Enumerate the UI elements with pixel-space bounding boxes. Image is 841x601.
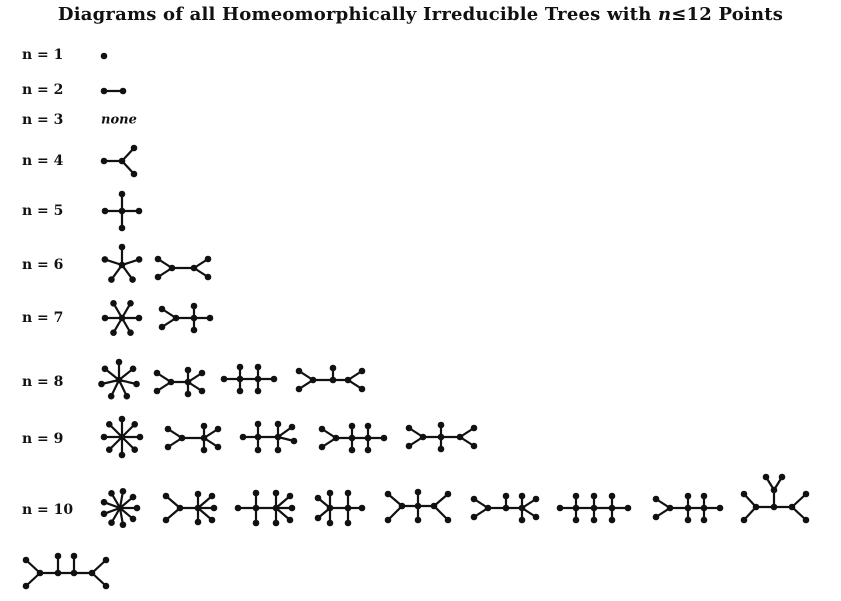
tree-n10-vertex xyxy=(108,519,115,526)
tree-n10b-vertex xyxy=(163,493,170,500)
tree-n5-vertex xyxy=(136,208,143,215)
tree-n10i-vertex xyxy=(789,504,796,511)
tree-n8c-vertex xyxy=(237,388,244,395)
tree-n10c-vertex xyxy=(253,520,260,527)
tree-n10-vertex xyxy=(120,521,127,528)
tree-n10-vertex xyxy=(130,494,137,501)
row-label-n6: n = 6 xyxy=(22,257,64,273)
tree-n10g-vertex xyxy=(609,517,616,524)
tree-n7-vertex xyxy=(119,315,126,322)
tree-n10i-vertex xyxy=(803,491,810,498)
tree-n9c-vertex xyxy=(275,447,282,454)
tree-n10c-vertex xyxy=(253,505,260,512)
tree-n10i-vertex xyxy=(771,487,778,494)
tree-n8c-vertex xyxy=(255,376,262,383)
tree-n10j-vertex xyxy=(89,570,96,577)
tree-n10g-vertex xyxy=(591,517,598,524)
tree-n9-vertex xyxy=(119,452,126,459)
tree-n9e-vertex xyxy=(457,434,464,441)
tree-n10e-vertex xyxy=(399,503,406,510)
tree-n10b-vertex xyxy=(163,517,170,524)
tree-n8b-vertex xyxy=(185,391,192,398)
row-label-n1: n = 1 xyxy=(22,47,64,63)
tree-n10b-vertex xyxy=(177,505,184,512)
tree-n8d-vertex xyxy=(310,377,317,384)
tree-n10g-vertex xyxy=(609,505,616,512)
tree-n10i-vertex xyxy=(763,474,770,481)
tree-n8-vertex xyxy=(130,365,137,372)
tree-n10e-vertex xyxy=(445,517,452,524)
tree-n9e-vertex xyxy=(438,446,445,453)
tree-n9e-vertex xyxy=(420,434,427,441)
tree-n8c-vertex xyxy=(237,364,244,371)
tree-n6-vertex xyxy=(119,262,126,269)
tree-n9b-vertex xyxy=(179,435,186,442)
tree-n9d-vertex xyxy=(319,426,326,433)
tree-n6b-vertex xyxy=(205,274,212,281)
tree-n10h-vertex xyxy=(653,496,660,503)
tree-n10d-vertex xyxy=(327,490,334,497)
tree-n10h-vertex xyxy=(667,505,674,512)
tree-n7b-vertex xyxy=(191,303,198,310)
tree-n6b-vertex xyxy=(155,256,162,263)
tree-n9e-vertex xyxy=(438,422,445,429)
tree-n8b-vertex xyxy=(168,379,175,386)
tree-n10h-vertex xyxy=(701,505,708,512)
tree-n8b-vertex xyxy=(199,370,206,377)
tree-n10f-vertex xyxy=(485,505,492,512)
tree-n9-vertex xyxy=(119,416,126,423)
tree-n7b-vertex xyxy=(159,324,166,331)
tree-n10-vertex xyxy=(134,505,141,512)
tree-n10b-vertex xyxy=(195,491,202,498)
tree-n5-vertex xyxy=(119,191,126,198)
tree-n10g-vertex xyxy=(573,517,580,524)
tree-n10h-vertex xyxy=(685,493,692,500)
tree-n9c-vertex xyxy=(275,421,282,428)
tree-n7-vertex xyxy=(127,329,134,336)
tree-n9d-vertex xyxy=(349,423,356,430)
tree-n10j-vertex xyxy=(23,557,30,564)
tree-n10j-vertex xyxy=(71,570,78,577)
tree-n10c-vertex xyxy=(289,505,296,512)
tree-n10h-vertex xyxy=(685,505,692,512)
tree-n8d-vertex xyxy=(359,386,366,393)
tree-n10g-vertex xyxy=(591,505,598,512)
tree-n9d-vertex xyxy=(349,447,356,454)
tree-n5-vertex xyxy=(102,208,109,215)
row-label-n3: n = 3 xyxy=(22,112,64,128)
tree-n10b-vertex xyxy=(195,519,202,526)
tree-n10-vertex xyxy=(108,490,115,497)
tree-n10g-vertex xyxy=(573,493,580,500)
tree-n4-vertex xyxy=(119,158,126,165)
tree-n8b-vertex xyxy=(154,388,161,395)
tree-n10f-vertex xyxy=(503,505,510,512)
tree-n7-vertex xyxy=(110,329,117,336)
tree-n9b-vertex xyxy=(215,444,222,451)
tree-n9-vertex xyxy=(106,421,113,428)
tree-n8c-vertex xyxy=(271,376,278,383)
tree-n10i-vertex xyxy=(753,504,760,511)
tree-n9-vertex xyxy=(106,446,113,453)
tree-n6b-vertex xyxy=(191,265,198,272)
row-label-n10: n = 10 xyxy=(22,502,74,518)
tree-n10d-vertex xyxy=(359,505,366,512)
tree-n10j-vertex xyxy=(55,553,62,560)
tree-n8d-vertex xyxy=(296,368,303,375)
tree-n8d-vertex xyxy=(296,386,303,393)
tree-n9-vertex xyxy=(119,434,126,441)
tree-n10f-vertex xyxy=(533,496,540,503)
tree-n9b-vertex xyxy=(201,423,208,430)
tree-n9-vertex xyxy=(137,434,144,441)
tree-n10g-vertex xyxy=(609,493,616,500)
row-label-n2: n = 2 xyxy=(22,82,64,98)
tree-n10-vertex xyxy=(101,511,108,518)
tree-n10b-vertex xyxy=(209,493,216,500)
tree-n6b-vertex xyxy=(155,274,162,281)
tree-n9c-vertex xyxy=(291,438,298,445)
tree-n8b-vertex xyxy=(185,379,192,386)
tree-n7b-vertex xyxy=(173,315,180,322)
tree-n9c-vertex xyxy=(275,434,282,441)
tree-n10h-vertex xyxy=(685,517,692,524)
tree-n8c-vertex xyxy=(255,388,262,395)
tree-n2-vertex xyxy=(101,88,108,95)
tree-n8d-vertex xyxy=(359,368,366,375)
tree-n9d-vertex xyxy=(365,447,372,454)
tree-n10h-vertex xyxy=(701,517,708,524)
tree-n10e-vertex xyxy=(415,489,422,496)
tree-n10c-vertex xyxy=(235,505,242,512)
tree-n10i-vertex xyxy=(741,517,748,524)
tree-n10-vertex xyxy=(130,516,137,523)
tree-n9c-vertex xyxy=(255,447,262,454)
tree-n9c-vertex xyxy=(240,434,247,441)
tree-n10e-vertex xyxy=(415,517,422,524)
tree-n9e-vertex xyxy=(438,434,445,441)
tree-n10e-vertex xyxy=(415,503,422,510)
tree-n9-vertex xyxy=(101,434,108,441)
tree-n6-vertex xyxy=(129,276,136,283)
tree-n9b-vertex xyxy=(201,435,208,442)
row-label-n4: n = 4 xyxy=(22,153,64,169)
tree-n10e-vertex xyxy=(385,517,392,524)
tree-n10e-vertex xyxy=(445,491,452,498)
tree-n9d-vertex xyxy=(365,435,372,442)
tree-n8-vertex xyxy=(98,381,105,388)
tree-n10j-vertex xyxy=(103,557,110,564)
tree-n10d-vertex xyxy=(345,505,352,512)
row-label-n9: n = 9 xyxy=(22,431,64,447)
tree-n9e-vertex xyxy=(471,425,478,432)
tree-n10f-vertex xyxy=(533,514,540,521)
tree-n10d-vertex xyxy=(315,515,322,522)
tree-n7b-vertex xyxy=(191,327,198,334)
tree-n8d-vertex xyxy=(330,365,337,372)
tree-n9c-vertex xyxy=(289,424,296,431)
tree-n7-vertex xyxy=(127,300,134,307)
tree-n9e-vertex xyxy=(471,443,478,450)
tree-n9b-vertex xyxy=(215,426,222,433)
tree-n10h-vertex xyxy=(653,514,660,521)
tree-n10c-vertex xyxy=(273,490,280,497)
tree-n6-vertex xyxy=(102,256,109,263)
tree-n6-vertex xyxy=(108,276,115,283)
tree-n4-vertex xyxy=(131,171,138,178)
tree-n10f-vertex xyxy=(519,505,526,512)
tree-n10j-vertex xyxy=(23,583,30,590)
row-label-n8: n = 8 xyxy=(22,374,64,390)
tree-n10i-vertex xyxy=(741,491,748,498)
tree-n4-vertex xyxy=(131,145,138,152)
tree-n10f-vertex xyxy=(519,493,526,500)
tree-n10-vertex xyxy=(117,505,124,512)
tree-n7-vertex xyxy=(102,315,109,322)
tree-n10j-vertex xyxy=(103,583,110,590)
tree-n10j-vertex xyxy=(55,570,62,577)
tree-n10b-vertex xyxy=(195,505,202,512)
tree-n2-vertex xyxy=(120,88,127,95)
tree-n9d-vertex xyxy=(333,435,340,442)
none-note: none xyxy=(101,112,137,128)
tree-n9-vertex xyxy=(131,446,138,453)
tree-n4-vertex xyxy=(101,158,108,165)
page-title: Diagrams of all Homeomorphically Irreducible Trees with n≤12 Points xyxy=(57,4,784,25)
tree-n10d-vertex xyxy=(327,505,334,512)
tree-n10-vertex xyxy=(101,499,108,506)
tree-n10i-vertex xyxy=(771,504,778,511)
tree-n10e-vertex xyxy=(431,503,438,510)
tree-n10c-vertex xyxy=(287,493,294,500)
tree-n6b-vertex xyxy=(205,256,212,263)
tree-n8b-vertex xyxy=(199,388,206,395)
tree-n8-vertex xyxy=(116,359,123,366)
tree-n10e-vertex xyxy=(385,491,392,498)
tree-n8c-vertex xyxy=(237,376,244,383)
tree-n10f-vertex xyxy=(471,496,478,503)
tree-n10b-vertex xyxy=(209,517,216,524)
tree-n6-vertex xyxy=(119,244,126,251)
tree-n8c-vertex xyxy=(221,376,228,383)
tree-n8c-vertex xyxy=(255,364,262,371)
row-label-n5: n = 5 xyxy=(22,203,64,219)
tree-n10c-vertex xyxy=(253,490,260,497)
tree-n8-vertex xyxy=(133,381,140,388)
tree-n9b-vertex xyxy=(165,444,172,451)
tree-n6-vertex xyxy=(136,256,143,263)
tree-n6b-vertex xyxy=(169,265,176,272)
tree-n7-vertex xyxy=(110,300,117,307)
tree-n9e-vertex xyxy=(406,443,413,450)
tree-n7-vertex xyxy=(136,315,143,322)
tree-n10d-vertex xyxy=(327,520,334,527)
tree-n10f-vertex xyxy=(471,514,478,521)
tree-n9d-vertex xyxy=(381,435,388,442)
tree-n9d-vertex xyxy=(365,423,372,430)
tree-n10g-vertex xyxy=(591,493,598,500)
tree-n8b-vertex xyxy=(185,367,192,374)
tree-n8-vertex xyxy=(124,393,131,400)
tree-n9b-vertex xyxy=(201,447,208,454)
tree-n10d-vertex xyxy=(315,495,322,502)
tree-n1-vertex xyxy=(101,53,108,60)
tree-n9e-vertex xyxy=(406,425,413,432)
tree-n5-vertex xyxy=(119,208,126,215)
tree-n7b-vertex xyxy=(159,306,166,313)
tree-n9d-vertex xyxy=(319,444,326,451)
tree-n9b-vertex xyxy=(165,426,172,433)
tree-n10h-vertex xyxy=(701,493,708,500)
tree-n9c-vertex xyxy=(255,421,262,428)
tree-n10f-vertex xyxy=(503,493,510,500)
tree-n8-vertex xyxy=(116,377,123,384)
tree-n9-vertex xyxy=(131,421,138,428)
tree-n8-vertex xyxy=(108,393,115,400)
tree-n5-vertex xyxy=(119,225,126,232)
row-label-n7: n = 7 xyxy=(22,310,64,326)
tree-n10g-vertex xyxy=(573,505,580,512)
tree-n10-vertex xyxy=(120,488,127,495)
tree-n10h-vertex xyxy=(717,505,724,512)
tree-n10i-vertex xyxy=(803,517,810,524)
tree-n10c-vertex xyxy=(287,517,294,524)
tree-n9d-vertex xyxy=(349,435,356,442)
tree-n10b-vertex xyxy=(211,505,218,512)
tree-n10c-vertex xyxy=(273,505,280,512)
tree-n7b-vertex xyxy=(207,315,214,322)
tree-n10f-vertex xyxy=(519,517,526,524)
tree-n10j-vertex xyxy=(71,553,78,560)
tree-n10j-vertex xyxy=(37,570,44,577)
tree-n10c-vertex xyxy=(273,520,280,527)
tree-n7b-vertex xyxy=(191,315,198,322)
tree-n10g-vertex xyxy=(625,505,632,512)
tree-n10g-vertex xyxy=(557,505,564,512)
tree-n10d-vertex xyxy=(345,520,352,527)
tree-n8b-vertex xyxy=(154,370,161,377)
tree-n8d-vertex xyxy=(345,377,352,384)
tree-n8-vertex xyxy=(102,365,109,372)
tree-n10i-vertex xyxy=(779,474,786,481)
tree-n9c-vertex xyxy=(255,434,262,441)
tree-n8d-vertex xyxy=(330,377,337,384)
tree-n10d-vertex xyxy=(345,490,352,497)
